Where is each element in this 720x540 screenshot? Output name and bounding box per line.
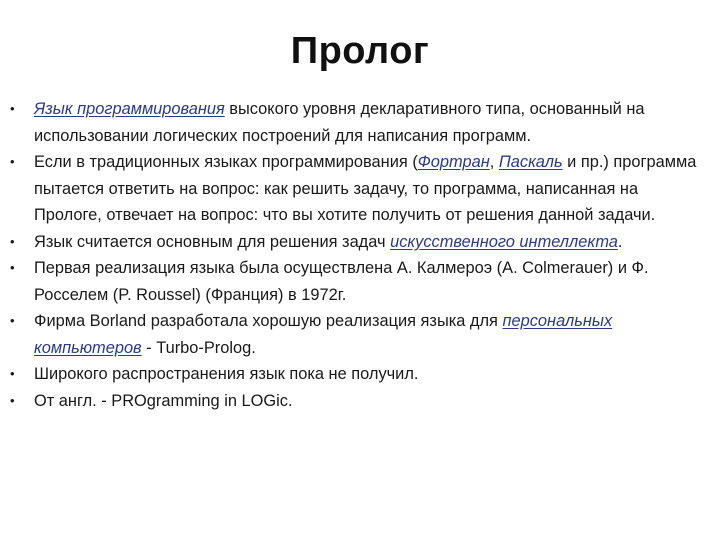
bullet-text: высокого уровня декларативного типа, основанный на использовании логических построений для написания программ. bbox=[34, 100, 645, 145]
link-pascal[interactable]: Паскаль bbox=[498, 153, 563, 171]
bullet-text: Первая реализация языка была осуществлена А. Калмероэ (A. Colmerauer) и Ф. Росселем (P. Roussel) (Франция) в 1972г. bbox=[34, 259, 649, 304]
bullet-item-6 bbox=[10, 361, 700, 388]
slide-title: Пролог bbox=[290, 30, 430, 72]
bullet-text: и пр.) программа пытается ответить на вопрос: как решить задачу, то программа, написанная на Прологе, отвечает на вопрос: что вы хотите получить от решения данной задачи. bbox=[34, 153, 697, 224]
link-fortran[interactable]: Фортран bbox=[417, 153, 490, 171]
bullet-text: Если в традиционных языках программирования ( bbox=[34, 153, 418, 171]
bullet-item-5 bbox=[10, 308, 700, 361]
bullet-icon: • bbox=[10, 392, 15, 408]
bullet-item-4 bbox=[10, 255, 700, 308]
bullet-item-7 bbox=[10, 388, 700, 415]
bullet-item-2 bbox=[10, 149, 700, 229]
bullet-item-3 bbox=[10, 229, 700, 256]
bullet-text: - Turbo-Prolog. bbox=[141, 338, 256, 357]
bullet-icon: • bbox=[10, 233, 15, 249]
bullet-icon: • bbox=[10, 154, 15, 169]
bullet-text: Широкого распространения язык пока не получил. bbox=[34, 365, 419, 383]
bullet-text: . bbox=[617, 232, 623, 251]
bullet-icon: • bbox=[10, 101, 15, 116]
bullet-item-1 bbox=[10, 96, 700, 149]
bullet-list bbox=[10, 96, 700, 414]
bullet-text: Фирма Borland разработала хорошую реализация языка для bbox=[34, 312, 503, 330]
link-personal-computers[interactable]: персональных компьютеров bbox=[34, 312, 613, 357]
bullet-icon: • bbox=[10, 260, 15, 275]
bullet-text: От англ. - PROgramming in LOGic. bbox=[34, 391, 293, 410]
bullet-icon: • bbox=[10, 313, 15, 328]
link-programming-language[interactable]: Язык программирования bbox=[34, 100, 225, 118]
bullet-text: Язык считается основным для решения задач bbox=[34, 232, 391, 251]
bullet-text: , bbox=[489, 153, 499, 171]
link-artificial-intelligence[interactable]: искусственного интеллекта bbox=[390, 232, 618, 251]
bullet-icon: • bbox=[10, 366, 15, 381]
